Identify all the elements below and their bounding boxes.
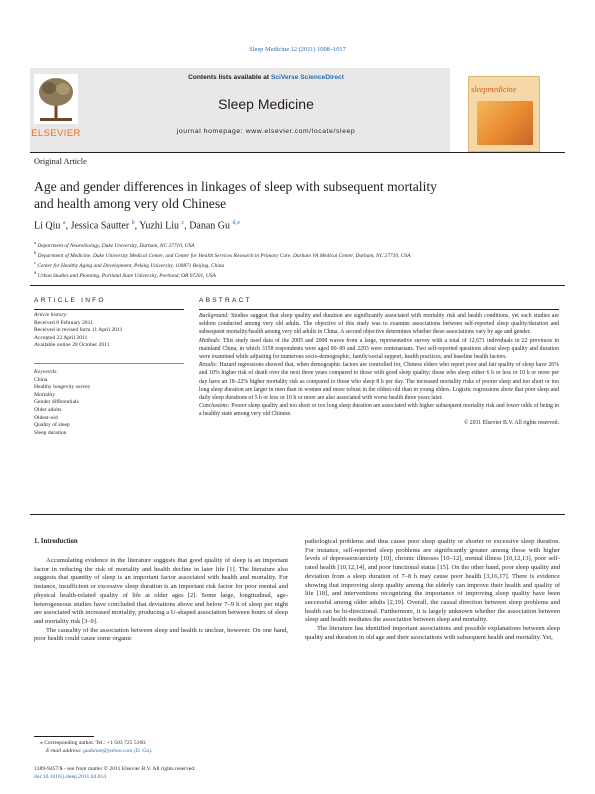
body-paragraph: pathological problems and thus cause poor sleep quality or shorter or excessive sleep duration. For instance, self-reported sleep problems are significantly greater among those with higher levels of depression/anxiety [10], chronic illnesses [10–12], mental illness [10,12,13], poor self-rated health [10,12,14], and poor functional status [15]. On the other hand, poor sleep quality and deviation from a sleep duration of 7–8 h may cause poor health [3,16,17]. There is evidence showing that improving sleep quality among the elderly can improve their health and quality of life [18], and interventions recognizing the importance of improving sleep quality have been successful among older adults [2,19]. Overall, the causal direction between sleep problems and health can be bi-directional. Furthermore, it is largely unknown whether the association between sleep and health mediates the association between sleep and mortality. xyxy=(305,538,560,624)
abstract-body xyxy=(199,312,559,427)
keyword: China xyxy=(34,376,48,383)
author-name[interactable]: Li Qiu xyxy=(34,220,61,232)
history-item: Received 8 February 2011 xyxy=(34,319,93,326)
header-rule xyxy=(30,152,565,153)
body-column-left xyxy=(34,557,288,644)
footnote-rule xyxy=(34,736,94,737)
elsevier-tree-icon xyxy=(34,74,78,124)
conclusions-text: Poorer sleep quality and too short or too long sleep duration are associated with higher subsequent mortality risk and lower odds of being in a healthy state among very old Chinese. xyxy=(199,403,559,418)
email-line xyxy=(34,748,299,756)
author-name[interactable]: Jessica Sautter xyxy=(70,220,130,232)
copyright-notice: © 2011 Elsevier B.V. All rights reserved. xyxy=(463,419,559,426)
affiliation-text: Urban Studies and Planning, Portland State University, Portland, OR 97201, USA xyxy=(37,272,216,279)
background-text: Studies suggest that sleep quality and duration are significantly associated with mortality risk and health conditions, yet such studies are seldom conducted among very old adults. The objective of this study was to examine associations between self-reported sleep quality/duration and subsequent mortality/health among very old adults in China. A second objective determines whether these associations vary by age and gender. xyxy=(199,313,560,336)
affiliation-mark: b xyxy=(34,250,37,255)
corresponding-author: ⁎ Corresponding author. Tel.: +1 503 725 5160. xyxy=(40,740,147,746)
journal-homepage[interactable]: journal homepage: www.elsevier.com/locate/sleep xyxy=(176,128,356,135)
doi-link[interactable]: doi:10.1016/j.sleep.2011.04.014 xyxy=(34,774,107,780)
methods-text: This study used data of the 2005 and 2008 waves from a large, representative survey with a total of 12,671 individuals in 22 provinces in mainland China, in which 3158 respondents were aged 90–99 and 2293 were centenarians. Two self-reported questions about sleep quality and duration were examined while adjusting for numerous socio-demographic, family/social support, health practices, and baseline health factors. xyxy=(199,337,559,361)
elsevier-wordmark: ELSEVIER xyxy=(31,128,81,139)
author-affiliation-mark[interactable]: c xyxy=(181,220,185,226)
journal-cover-image[interactable] xyxy=(468,76,540,152)
keyword: Quality of sleep xyxy=(34,422,70,429)
section-heading: 1. Introduction xyxy=(34,538,78,545)
abstract-heading: ABSTRACT xyxy=(199,297,252,304)
keyword: Mortality xyxy=(34,391,56,398)
keyword: Older adults xyxy=(34,406,62,413)
author-name[interactable]: Yuzhi Liu xyxy=(139,220,180,232)
methods-label: Methods: xyxy=(199,337,221,344)
issn-line: 1389-9457/$ - see front matter © 2011 Elsevier B.V. All rights reserved. xyxy=(34,766,196,772)
abstract-conclusions xyxy=(199,402,559,418)
contents-prefix: Contents lists available at xyxy=(188,74,270,81)
affiliation-text: Center for Healthy Aging and Development, Peking University, 100871 Beijing, China xyxy=(37,262,225,269)
history-item: Accepted 22 April 2011 xyxy=(34,334,88,341)
body-paragraph: Accumulating evidence in the literature suggests that good quality of sleep is an important factor in reducing the risk of mortality and health decline in later life [1]. The literature also suggests that quantity of sleep is an important factor associated with health and mortality. For instance, insufficient or excessive sleep duration is an important risk factor for poor mental and physical health-related quality of life at older ages [2]. Some large, longitudinal, age-heterogeneous studies have concluded that deviations above and below 7–9 h of sleep per night are associated with increased mortality, producing a U-shaped association between hours of sleep and mortality risk [3–9]. xyxy=(34,557,288,625)
author-affiliation-mark[interactable]: a xyxy=(62,220,66,226)
title-line: and health among very old Chinese xyxy=(34,196,227,211)
results-label: Results: xyxy=(199,362,218,369)
journal-citation[interactable]: Sleep Medicine 12 (2011) 1008–1017 xyxy=(249,46,346,53)
article-title xyxy=(34,178,534,212)
title-line: Age and gender differences in linkages of sleep with subsequent mortality xyxy=(34,179,437,194)
body-paragraph: The causality of the association between sleep and health is unclear, however. On one hand, poor health could cause some organic xyxy=(34,626,288,643)
keyword: Healthy longevity survey xyxy=(34,384,91,391)
article-type: Original Article xyxy=(34,157,87,166)
body-column-right xyxy=(305,538,560,642)
journal-header-band xyxy=(30,68,595,152)
abstract-background xyxy=(199,312,559,337)
email-link[interactable]: gudanan@yahoo.com (D. Gu). xyxy=(83,747,153,754)
affiliation-text: Department of Neurobiology, Duke University, Durham, NC 27710, USA xyxy=(37,242,195,249)
author-list: Li Qiu $^a$, Jessica Sautter $^b$, Yuzhi Liu $^c$, Danan Gu $^{d,⁎}$ xyxy=(34,220,241,232)
affiliation xyxy=(34,268,564,281)
affiliation-mark: d xyxy=(34,270,37,275)
history-item: Available online 28 October 2011 xyxy=(34,342,110,349)
email-label: E-mail address: xyxy=(46,747,82,754)
keywords-rule xyxy=(34,363,184,364)
author-affiliation-mark[interactable]: d,⁎ xyxy=(232,220,241,226)
history-label: Article history: xyxy=(34,312,69,318)
keyword: Gender differentials xyxy=(34,399,79,406)
journal-title: Sleep Medicine xyxy=(218,96,314,112)
article-history xyxy=(34,312,184,350)
cover-artwork xyxy=(477,101,533,145)
keyword: Oldest-old xyxy=(34,414,58,421)
author-name[interactable]: Danan Gu xyxy=(189,220,231,232)
affiliation-mark: c xyxy=(34,260,36,265)
abstract-results xyxy=(199,361,559,402)
publisher-logo[interactable] xyxy=(30,68,82,152)
sciencedirect-link[interactable]: SciVerse ScienceDirect xyxy=(270,74,344,81)
abstract-methods xyxy=(199,337,559,362)
affiliation-text: Department of Medicine, Duke University Medical Center, and Center for Health Services Research in Primary Care, Durham VA Medical Center, Durham, NC 27710, USA xyxy=(37,252,411,259)
history-item: Received in revised form 11 April 2011 xyxy=(34,327,123,334)
abstract-rule xyxy=(199,309,559,310)
footnote xyxy=(34,740,299,755)
contents-availability xyxy=(82,74,450,81)
article-info-heading: ARTICLE INFO xyxy=(34,297,106,304)
results-text: Hazard regressions showed that, when demographic factors are controlled for, Chinese elders who report poor and fair quality of sleep have 26% and 10% higher risk of death over the next three years compared to those with good sleep quality; those who sleep either 6 h or less or 10 h or more per day have an 18–22% higher mortality risk as compared to those who sleep 8 h per day. The increased mortality risks of poorer sleep and too short or too long sleep duration are larger in men than in women and more robust in the oldest-old than in young elders. Logistic regressions show that poor sleep and daily sleep durations of 5 h or less or 10 h or more are also associated with worse health three years later. xyxy=(199,362,559,402)
conclusions-label: Conclusions: xyxy=(199,403,230,410)
body-paragraph: The literature has identified important associations and possible explanations between sleep quality and duration in old age and their associations with subsequent health and mortality. Yet, xyxy=(305,625,560,641)
background-label: Background: xyxy=(199,313,230,319)
abstract-bottom-rule xyxy=(30,514,565,515)
keywords-label: Keywords: xyxy=(34,369,59,375)
affiliation-rule xyxy=(30,285,565,286)
article-info-rule xyxy=(34,309,184,310)
keyword: Sleep duration xyxy=(34,429,67,436)
author-affiliation-mark[interactable]: b xyxy=(131,220,135,226)
keywords-list xyxy=(34,369,184,437)
cover-title: sleepmedicine xyxy=(471,85,517,94)
affiliation-mark: a xyxy=(34,240,36,245)
